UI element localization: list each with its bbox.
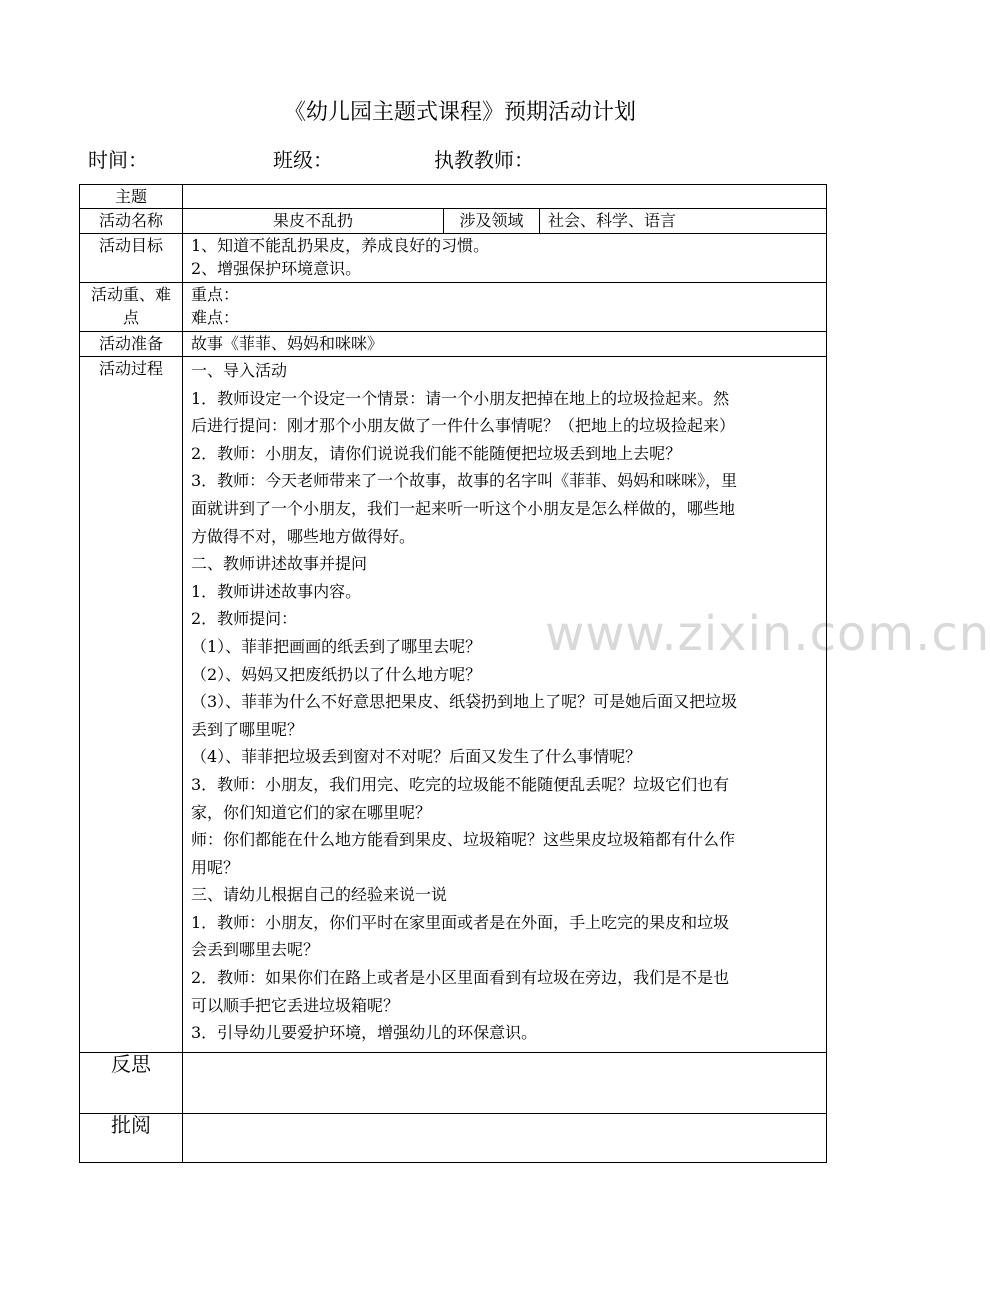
domain-value: 社会、科学、语言 bbox=[540, 209, 827, 234]
key-point: 重点： bbox=[191, 285, 240, 304]
preparation-label: 活动准备 bbox=[80, 332, 183, 357]
goal-item: 1、知道不能乱扔果皮，养成良好的习惯。 bbox=[191, 236, 490, 255]
key-difficult-label-line: 点 bbox=[122, 308, 139, 327]
activity-name-row bbox=[80, 209, 827, 234]
process-line: 2．教师提问： bbox=[191, 609, 298, 629]
domain-label: 涉及领域 bbox=[444, 209, 540, 234]
teacher-field-label: 执教教师： bbox=[434, 148, 534, 172]
process-line: 三、请幼儿根据自己的经验来说一说 bbox=[191, 885, 448, 905]
process-line: 2．教师：如果你们在路上或者是小区里面看到有垃圾在旁边，我们是不是也 bbox=[191, 968, 730, 988]
process-line: 会丢到哪里去呢？ bbox=[191, 940, 320, 960]
goal-label: 活动目标 bbox=[80, 234, 183, 283]
preparation-value: 故事《菲菲、妈妈和咪咪》 bbox=[183, 332, 827, 357]
watermark-text: www.zixin.com.cn bbox=[545, 606, 990, 662]
process-line: 面就讲到了一个小朋友，我们一起来听一听这个小朋友是怎么样做的，哪些地 bbox=[191, 498, 736, 518]
review-value bbox=[183, 1114, 827, 1163]
process-line: 后进行提问：刚才那个小朋友做了一件什么事情呢？（把地上的垃圾捡起来） bbox=[191, 416, 736, 436]
process-line: 3．教师：今天老师带来了一个故事，故事的名字叫《菲菲、妈妈和咪咪》，里 bbox=[191, 471, 738, 491]
process-label: 活动过程 bbox=[80, 357, 183, 1053]
process-line: （1）、菲菲把画画的纸丢到了哪里去呢？ bbox=[191, 636, 482, 656]
process-content bbox=[183, 357, 827, 1053]
theme-label: 主题 bbox=[80, 185, 183, 209]
process-line: （2）、妈妈又把废纸扔以了什么地方呢？ bbox=[191, 664, 482, 684]
document-title: 《幼儿园主题式课程》预期活动计划 bbox=[283, 100, 636, 125]
goal-item: 2、增强保护环境意识。 bbox=[191, 259, 362, 278]
theme-value bbox=[183, 185, 827, 209]
process-line: 可以顺手把它丢进垃圾箱呢？ bbox=[191, 995, 400, 1015]
goal-value bbox=[183, 234, 827, 283]
process-line: 1．教师：小朋友，你们平时在家里面或者是在外面，手上吃完的果皮和垃圾 bbox=[191, 912, 730, 932]
time-field-label: 时间： bbox=[88, 148, 148, 172]
review-row bbox=[80, 1114, 827, 1163]
activity-name-label: 活动名称 bbox=[80, 209, 183, 234]
process-line: 方做得不对，哪些地方做得好。 bbox=[191, 526, 416, 546]
preparation-row bbox=[80, 332, 827, 357]
process-line: 3．引导幼儿要爱护环境，增强幼儿的环保意识。 bbox=[191, 1023, 538, 1043]
process-line: 1．教师设定一个设定一个情景：请一个小朋友把掉在地上的垃圾捡起来。然 bbox=[191, 388, 730, 408]
process-line: 3．教师：小朋友，我们用完、吃完的垃圾能不能随便乱丢呢？垃圾它们也有 bbox=[191, 774, 730, 794]
process-line: 用呢？ bbox=[191, 857, 240, 877]
theme-row bbox=[80, 185, 827, 209]
process-line: （3）、菲菲为什么不好意思把果皮、纸袋扔到地上了呢？可是她后面又把垃圾 bbox=[191, 692, 738, 712]
process-line: （4）、菲菲把垃圾丢到窗对不对呢？后面又发生了什么事情呢？ bbox=[191, 747, 642, 767]
key-difficult-row bbox=[80, 283, 827, 332]
process-line: 师：你们都能在什么地方能看到果皮、垃圾箱呢？这些果皮垃圾箱都有什么作 bbox=[191, 830, 736, 850]
activity-plan-table bbox=[79, 184, 827, 1163]
process-line: 一、导入活动 bbox=[191, 361, 288, 380]
reflection-row bbox=[80, 1053, 827, 1114]
process-line: 丢到了哪里呢？ bbox=[191, 719, 304, 739]
reflection-label: 反思 bbox=[80, 1053, 183, 1114]
difficult-point: 难点： bbox=[191, 308, 240, 327]
key-difficult-label bbox=[80, 283, 183, 332]
class-field-label: 班级： bbox=[273, 148, 333, 172]
review-label: 批阅 bbox=[80, 1114, 183, 1163]
process-row bbox=[80, 357, 827, 1053]
process-line: 二、教师讲述故事并提问 bbox=[191, 554, 368, 574]
key-difficult-label-line: 活动重、难 bbox=[90, 285, 171, 304]
process-line: 家，你们知道它们的家在哪里呢？ bbox=[191, 802, 432, 822]
reflection-value bbox=[183, 1053, 827, 1114]
activity-name-value: 果皮不乱扔 bbox=[183, 209, 444, 234]
key-difficult-value bbox=[183, 283, 827, 332]
process-line: 2．教师：小朋友，请你们说说我们能不能随便把垃圾丢到地上去呢？ bbox=[191, 443, 682, 463]
goal-row bbox=[80, 234, 827, 283]
process-line: 1．教师讲述故事内容。 bbox=[191, 581, 362, 601]
